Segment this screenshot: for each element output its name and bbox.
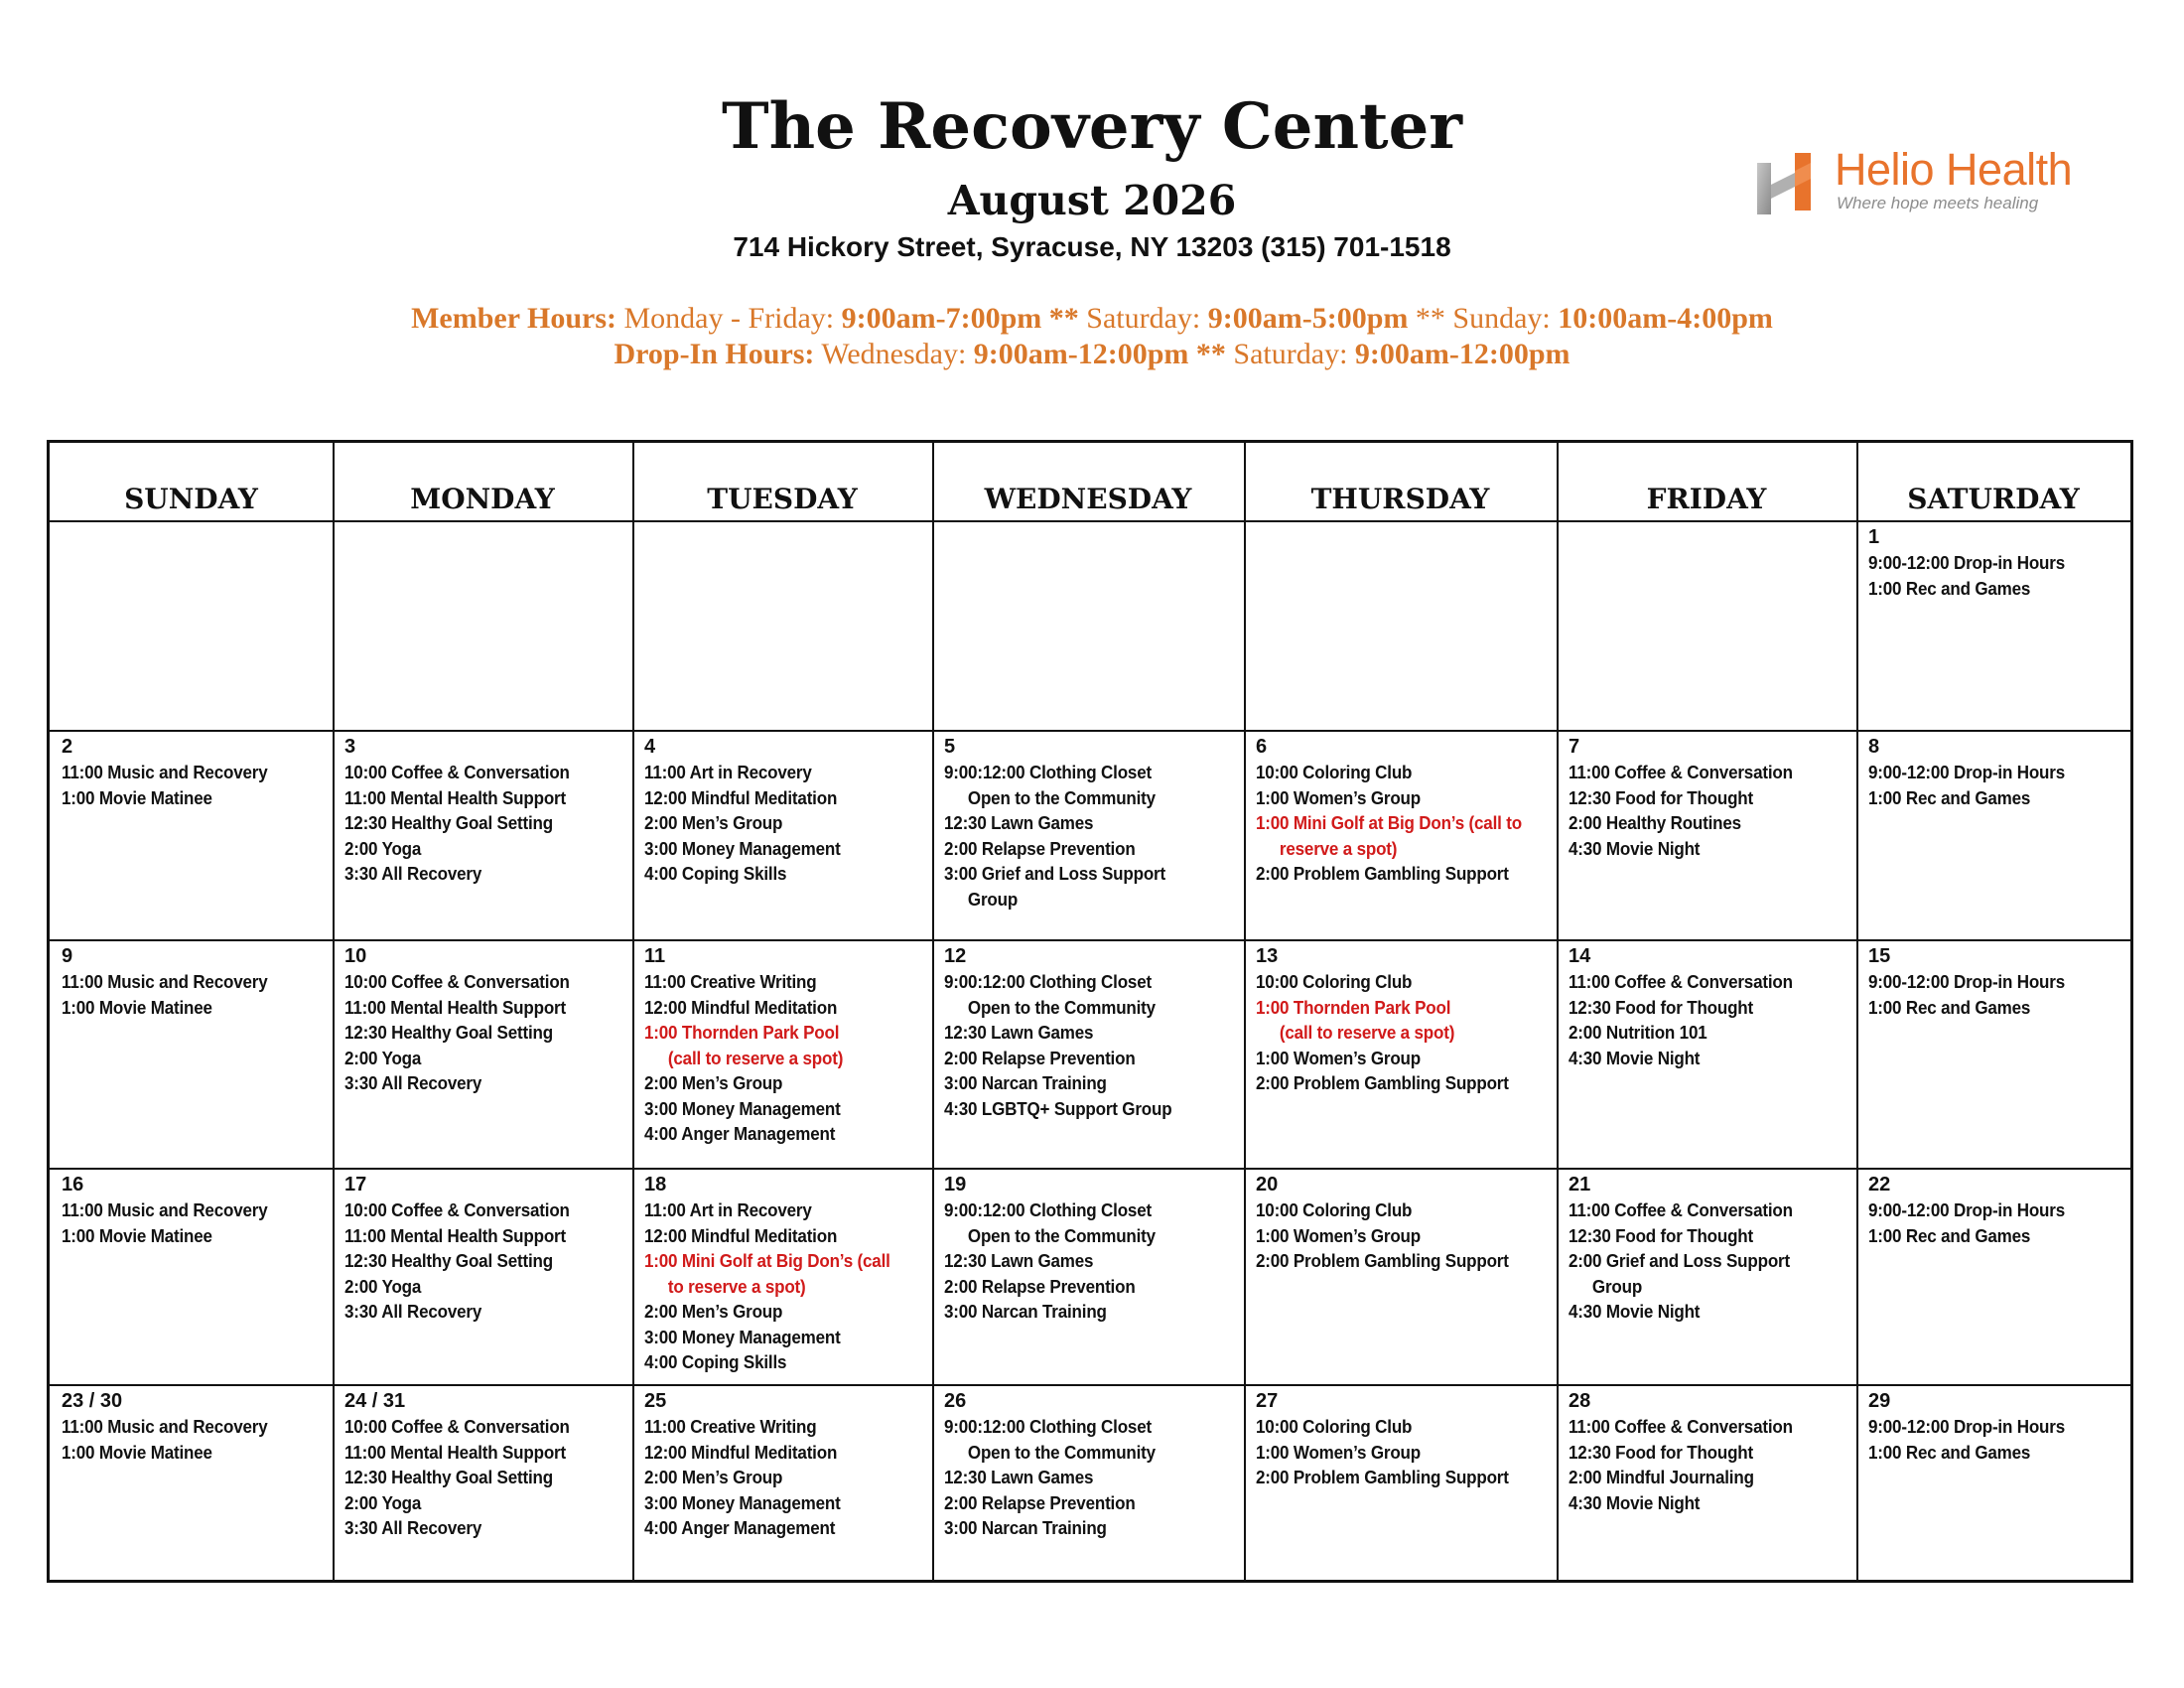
event-text: 3:00 Money Management xyxy=(644,1097,841,1119)
calendar-day-cell xyxy=(1569,1389,1856,1579)
event-text: 3:30 All Recovery xyxy=(344,1072,482,1093)
member-hours-label: Member Hours: xyxy=(411,302,616,335)
event-text: 12:30 Food for Thought xyxy=(1569,1224,1753,1246)
event-text: 1:00 Rec and Games xyxy=(1868,996,2031,1018)
event-text: 1:00 Women’s Group xyxy=(1256,1224,1421,1246)
calendar-day-cell xyxy=(644,944,932,1167)
day-number: 21 xyxy=(1569,1174,1591,1196)
event-text: 12:30 Lawn Games xyxy=(944,1022,1094,1043)
event-text: 12:30 Lawn Games xyxy=(944,1467,1094,1487)
day-number: 16 xyxy=(62,1174,84,1196)
event-text: 1:00 Rec and Games xyxy=(1868,577,2031,599)
event-text: 1:00 Women’s Group xyxy=(1256,1047,1421,1068)
member-sunday-label: Sunday: xyxy=(1452,302,1551,335)
event-text: 12:30 Lawn Games xyxy=(944,812,1094,833)
special-event-text: 1:00 Thornden Park Pool xyxy=(1256,996,1451,1018)
event-text: 10:00 Coffee & Conversation xyxy=(344,971,570,992)
special-event-text: 1:00 Thornden Park Pool xyxy=(644,1022,840,1043)
event-text: Group xyxy=(967,888,1019,910)
event-text: 4:30 Movie Night xyxy=(1569,1491,1701,1513)
event-text: 4:30 Movie Night xyxy=(1569,837,1701,859)
event-text: 3:00 Grief and Loss Support xyxy=(944,863,1165,884)
event-text: 11:00 Music and Recovery xyxy=(62,971,268,992)
grid-row-divider xyxy=(50,1384,2130,1386)
day-number: 2 xyxy=(62,736,73,758)
day-number: 15 xyxy=(1868,945,1891,967)
day-number: 1 xyxy=(1868,526,1880,548)
day-number: 27 xyxy=(1256,1390,1279,1412)
event-text: 11:00 Mental Health Support xyxy=(344,1224,566,1246)
event-text: 12:30 Food for Thought xyxy=(1569,1441,1753,1463)
page-title: The Recovery Center xyxy=(722,89,1462,164)
event-text: 9:00-12:00 Drop-in Hours xyxy=(1868,552,2065,573)
day-header-monday: MONDAY xyxy=(410,483,555,515)
event-text: 9:00:12:00 Clothing Closet xyxy=(944,971,1152,992)
event-text: 2:00 Problem Gambling Support xyxy=(1256,1467,1509,1487)
event-text: 11:00 Art in Recovery xyxy=(644,762,812,782)
day-number: 22 xyxy=(1868,1174,1891,1196)
event-text: 2:00 Men’s Group xyxy=(644,1072,783,1093)
event-text: 9:00-12:00 Drop-in Hours xyxy=(1868,971,2065,992)
calendar-day-cell xyxy=(1868,735,2130,938)
event-text: 11:00 Coffee & Conversation xyxy=(1569,971,1793,992)
event-text: 4:00 Anger Management xyxy=(644,1123,836,1144)
calendar-grid xyxy=(47,440,2133,1583)
event-text: 11:00 Mental Health Support xyxy=(344,1441,566,1463)
helio-health-logo xyxy=(1753,145,2103,220)
event-text: 12:30 Food for Thought xyxy=(1569,786,1753,808)
day-number: 14 xyxy=(1569,945,1591,967)
event-text: 12:00 Mindful Meditation xyxy=(644,786,838,808)
member-hours-line xyxy=(0,301,2184,337)
grid-column-divider xyxy=(632,443,634,1580)
day-number: 12 xyxy=(944,945,967,967)
event-text: 12:30 Healthy Goal Setting xyxy=(344,1250,553,1271)
day-number: 24 / 31 xyxy=(344,1390,406,1412)
grid-row-divider xyxy=(50,1168,2130,1170)
dropin-hours-line xyxy=(0,337,2184,372)
calendar-day-cell xyxy=(1256,1389,1557,1579)
calendar-day-cell xyxy=(344,1173,632,1383)
grid-row-divider xyxy=(50,939,2130,941)
event-text: 1:00 Rec and Games xyxy=(1868,1224,2031,1246)
event-text: 9:00:12:00 Clothing Closet xyxy=(944,1199,1152,1220)
event-text: 12:00 Mindful Meditation xyxy=(644,1441,838,1463)
calendar-day-cell xyxy=(62,735,333,938)
event-text: Open to the Community xyxy=(967,1441,1156,1463)
event-text: 1:00 Rec and Games xyxy=(1868,1441,2031,1463)
event-text: 1:00 Rec and Games xyxy=(1868,786,2031,808)
event-text: 3:00 Money Management xyxy=(644,1491,841,1513)
member-saturday-time: 9:00am-5:00pm xyxy=(1207,302,1409,335)
event-text: 2:00 Yoga xyxy=(344,1491,422,1513)
calendar-day-cell xyxy=(62,944,333,1167)
event-text: 2:00 Mindful Journaling xyxy=(1569,1467,1754,1487)
event-text: 11:00 Music and Recovery xyxy=(62,1199,268,1220)
event-text: 11:00 Creative Writing xyxy=(644,1416,817,1437)
separator: ** xyxy=(1048,302,1079,335)
event-text: 12:30 Healthy Goal Setting xyxy=(344,1022,553,1043)
event-text: 1:00 Movie Matinee xyxy=(62,996,212,1018)
special-event-text: 1:00 Mini Golf at Big Don’s (call to xyxy=(1256,812,1522,833)
day-number: 25 xyxy=(644,1390,667,1412)
calendar-day-cell xyxy=(1569,735,1856,938)
event-text: 3:30 All Recovery xyxy=(344,863,482,884)
calendar-month: August 2026 xyxy=(947,177,1237,224)
day-number: 9 xyxy=(62,945,73,967)
event-text: 1:00 Movie Matinee xyxy=(62,786,212,808)
grid-column-divider xyxy=(333,443,335,1580)
event-text: 4:00 Anger Management xyxy=(644,1517,836,1538)
calendar-day-cell xyxy=(1569,1173,1856,1383)
separator: ** xyxy=(1195,338,1226,370)
special-event-text: 1:00 Mini Golf at Big Don’s (call xyxy=(644,1250,890,1271)
special-event-text: to reserve a spot) xyxy=(667,1275,806,1297)
helio-health-mark-icon xyxy=(1753,149,1833,220)
day-number: 29 xyxy=(1868,1390,1891,1412)
member-weekday-label: Monday - Friday: xyxy=(623,302,835,335)
event-text: 3:00 Narcan Training xyxy=(944,1301,1107,1322)
event-text: 12:00 Mindful Meditation xyxy=(644,1224,838,1246)
event-text: Open to the Community xyxy=(967,1224,1156,1246)
day-header-sunday: SUNDAY xyxy=(124,483,258,515)
separator: ** xyxy=(1415,302,1445,335)
event-text: 2:00 Men’s Group xyxy=(644,1467,783,1487)
grid-column-divider xyxy=(1856,443,1858,1580)
event-text: 9:00:12:00 Clothing Closet xyxy=(944,1416,1152,1437)
event-text: 12:00 Mindful Meditation xyxy=(644,996,838,1018)
calendar-day-cell xyxy=(1256,944,1557,1167)
member-weekday-time: 9:00am-7:00pm xyxy=(841,302,1042,335)
calendar-day-cell xyxy=(1868,525,2130,729)
event-text: 11:00 Music and Recovery xyxy=(62,762,268,782)
event-text: 4:00 Coping Skills xyxy=(644,1351,787,1372)
event-text: 10:00 Coffee & Conversation xyxy=(344,1199,570,1220)
calendar-day-cell xyxy=(1868,1173,2130,1383)
day-number: 10 xyxy=(344,945,367,967)
day-number: 23 / 30 xyxy=(62,1390,123,1412)
day-header-thursday: THURSDAY xyxy=(1310,483,1490,515)
member-saturday-label: Saturday: xyxy=(1086,302,1201,335)
calendar-day-cell xyxy=(1868,1389,2130,1579)
grid-row-divider xyxy=(50,520,2130,522)
event-text: 4:30 Movie Night xyxy=(1569,1301,1701,1322)
calendar-day-cell xyxy=(644,1173,932,1383)
event-text: 9:00-12:00 Drop-in Hours xyxy=(1868,1199,2065,1220)
event-text: 2:00 Relapse Prevention xyxy=(944,837,1136,859)
event-text: 10:00 Coffee & Conversation xyxy=(344,1416,570,1437)
calendar-day-cell xyxy=(1868,944,2130,1167)
event-text: 2:00 Yoga xyxy=(344,1047,422,1068)
event-text: 2:00 Relapse Prevention xyxy=(944,1491,1136,1513)
day-number: 26 xyxy=(944,1390,967,1412)
day-number: 6 xyxy=(1256,736,1268,758)
event-text: 10:00 Coloring Club xyxy=(1256,762,1413,782)
event-text: 3:00 Narcan Training xyxy=(944,1517,1107,1538)
event-text: 2:00 Problem Gambling Support xyxy=(1256,1072,1509,1093)
event-text: 11:00 Coffee & Conversation xyxy=(1569,762,1793,782)
day-header-saturday: SATURDAY xyxy=(1907,483,2080,515)
event-text: 11:00 Mental Health Support xyxy=(344,996,566,1018)
grid-column-divider xyxy=(1557,443,1559,1580)
calendar-day-cell xyxy=(1256,1173,1557,1383)
event-text: 2:00 Healthy Routines xyxy=(1569,812,1741,833)
day-number: 17 xyxy=(344,1174,367,1196)
event-text: 1:00 Movie Matinee xyxy=(62,1441,212,1463)
event-text: 2:00 Yoga xyxy=(344,837,422,859)
event-text: 10:00 Coloring Club xyxy=(1256,1416,1413,1437)
special-event-text: reserve a spot) xyxy=(1279,837,1398,859)
event-text: 1:00 Women’s Group xyxy=(1256,1441,1421,1463)
special-event-text: (call to reserve a spot) xyxy=(1279,1022,1455,1043)
event-text: 4:30 Movie Night xyxy=(1569,1047,1701,1068)
event-text: 9:00:12:00 Clothing Closet xyxy=(944,762,1152,782)
event-text: 9:00-12:00 Drop-in Hours xyxy=(1868,762,2065,782)
event-text: 11:00 Music and Recovery xyxy=(62,1416,268,1437)
event-text: 11:00 Mental Health Support xyxy=(344,786,566,808)
event-text: 2:00 Men’s Group xyxy=(644,1301,783,1322)
calendar-day-cell xyxy=(644,1389,932,1579)
dropin-wednesday-time: 9:00am-12:00pm xyxy=(973,338,1189,370)
event-text: 2:00 Nutrition 101 xyxy=(1569,1022,1707,1043)
day-header-friday: FRIDAY xyxy=(1646,483,1767,515)
day-number: 3 xyxy=(344,736,356,758)
event-text: 10:00 Coloring Club xyxy=(1256,1199,1413,1220)
special-event-text: (call to reserve a spot) xyxy=(667,1047,844,1068)
day-number: 18 xyxy=(644,1174,667,1196)
day-header-tuesday: TUESDAY xyxy=(707,483,858,515)
event-text: 1:00 Movie Matinee xyxy=(62,1224,212,1246)
member-sunday-time: 10:00am-4:00pm xyxy=(1558,302,1773,335)
calendar-day-cell xyxy=(62,1173,333,1383)
event-text: 1:00 Women’s Group xyxy=(1256,786,1421,808)
day-number: 8 xyxy=(1868,736,1880,758)
day-header-wednesday: WEDNESDAY xyxy=(984,483,1192,515)
dropin-saturday-label: Saturday: xyxy=(1233,338,1348,370)
event-text: 12:30 Lawn Games xyxy=(944,1250,1094,1271)
event-text: 2:00 Problem Gambling Support xyxy=(1256,863,1509,884)
calendar-day-cell xyxy=(944,735,1244,938)
calendar-day-cell xyxy=(344,1389,632,1579)
event-text: 12:30 Healthy Goal Setting xyxy=(344,812,553,833)
event-text: 12:30 Food for Thought xyxy=(1569,996,1753,1018)
calendar-day-cell xyxy=(344,944,632,1167)
event-text: 11:00 Art in Recovery xyxy=(644,1199,812,1220)
calendar-day-cell xyxy=(62,1389,333,1579)
calendar-day-cell xyxy=(344,735,632,938)
event-text: 11:00 Creative Writing xyxy=(644,971,817,992)
event-text: 2:00 Relapse Prevention xyxy=(944,1275,1136,1297)
event-text: 12:30 Healthy Goal Setting xyxy=(344,1467,553,1487)
calendar-day-cell xyxy=(1569,944,1856,1167)
day-number: 13 xyxy=(1256,945,1279,967)
event-text: Open to the Community xyxy=(967,996,1156,1018)
event-text: Open to the Community xyxy=(967,786,1156,808)
event-text: 10:00 Coloring Club xyxy=(1256,971,1413,992)
event-text: 2:00 Yoga xyxy=(344,1275,422,1297)
event-text: 2:00 Men’s Group xyxy=(644,812,783,833)
day-number: 28 xyxy=(1569,1390,1591,1412)
event-text: 11:00 Coffee & Conversation xyxy=(1569,1416,1793,1437)
dropin-wednesday-label: Wednesday: xyxy=(821,338,967,370)
logo-tagline: Where hope meets healing xyxy=(1837,194,2039,212)
day-number: 11 xyxy=(644,945,666,967)
event-text: 11:00 Coffee & Conversation xyxy=(1569,1199,1793,1220)
event-text: 3:00 Money Management xyxy=(644,1326,841,1347)
calendar-day-cell xyxy=(944,1173,1244,1383)
calendar-day-cell xyxy=(944,1389,1244,1579)
event-text: 3:00 Narcan Training xyxy=(944,1072,1107,1093)
day-number: 19 xyxy=(944,1174,967,1196)
calendar-day-cell xyxy=(644,735,932,938)
event-text: 3:30 All Recovery xyxy=(344,1301,482,1322)
event-text: 4:30 LGBTQ+ Support Group xyxy=(944,1097,1172,1119)
logo-brand-text: Helio Health xyxy=(1835,144,2073,195)
event-text: 2:00 Problem Gambling Support xyxy=(1256,1250,1509,1271)
grid-column-divider xyxy=(1244,443,1246,1580)
day-number: 4 xyxy=(644,736,656,758)
address-line: 714 Hickory Street, Syracuse, NY 13203 (315) 701-1518 xyxy=(733,231,1451,262)
calendar-day-cell xyxy=(944,944,1244,1167)
dropin-saturday-time: 9:00am-12:00pm xyxy=(1354,338,1570,370)
day-number: 20 xyxy=(1256,1174,1279,1196)
event-text: 9:00-12:00 Drop-in Hours xyxy=(1868,1416,2065,1437)
event-text: 3:00 Money Management xyxy=(644,837,841,859)
event-text: 2:00 Relapse Prevention xyxy=(944,1047,1136,1068)
day-number: 5 xyxy=(944,736,956,758)
event-text: 2:00 Grief and Loss Support xyxy=(1569,1250,1790,1271)
event-text: 3:30 All Recovery xyxy=(344,1517,482,1538)
grid-row-divider xyxy=(50,730,2130,732)
event-text: 10:00 Coffee & Conversation xyxy=(344,762,570,782)
dropin-hours-label: Drop-In Hours: xyxy=(614,338,815,370)
calendar-day-cell xyxy=(1256,735,1557,938)
event-text: 4:00 Coping Skills xyxy=(644,863,787,884)
day-number: 7 xyxy=(1569,736,1580,758)
grid-column-divider xyxy=(932,443,934,1580)
event-text: Group xyxy=(1591,1275,1643,1297)
